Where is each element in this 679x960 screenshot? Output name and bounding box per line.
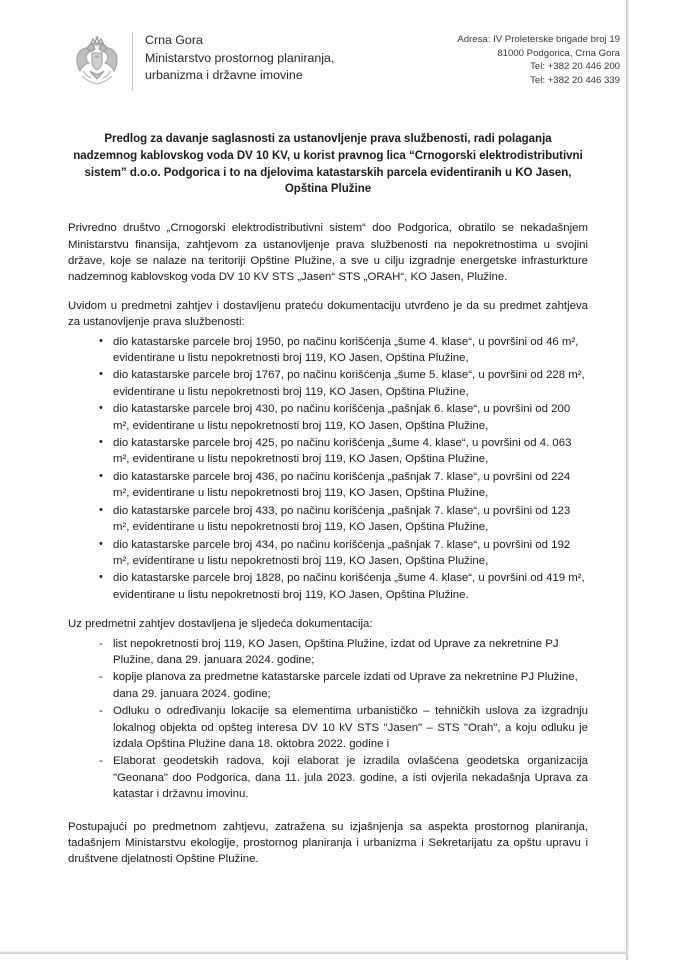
list-item: • dio katastarske parcele broj 1950, po načinu korišćenja „šume 4. klase“, u površini od 46 m², evidentirane u listu nepokretnosti broj 119, KO Jasen, Opština Plužine, (68, 334, 588, 367)
page-title: Predlog za davanje saglasnosti za ustanovljenje prava službenosti, radi polaganja nadzemnog kablovskog voda DV 10 KV, u korist pravnog lica “Crnogorski elektrodistributivni sistem” d.o.o. Podgorica i to na djelovima katastarskih parcela evidentiranih u KO Jasen, Opština Plužine (73, 133, 583, 196)
intro-paragraph: Privredno društvo „Crnogorski elektrodistributivni sistem“ doo Podgorica, obratilo se nekadašnjem Ministarstvu finansija, zahtjevom za ustanovljenje prava službenosti na nepokretnostima u svojini države, koje se nalaze na teritoriji Opštine Plužine, a sve u cilju izgradnje energetske infrasturkture nadzemnog kablovskog voda DV 10 KV STS „Jasen“ STS „ORAH“, KO Jasen, Plužine. (68, 222, 588, 284)
letterhead-divider (132, 32, 133, 90)
parcels-lead-paragraph: Uvidom u predmetni zahtjev i dostavljenu prateću dokumentaciju utvrđeno je da su predmet zahtjeva za ustanovljenje prava službenosti: (68, 299, 588, 329)
list-item: - Odluku o određivanju lokacije sa elementima urbanističko – tehničkih uslova za izgradnju lokalnog objekta od opšteg interesa DV 10 kV STS "Jasen" – STS "Orah", a koju odluku je izdala Opština Plužine dana 18. oktobra 2022. godine i (68, 703, 588, 752)
letterhead (68, 30, 620, 92)
list-item: • dio katastarske parcele broj 433, po načinu korišćenja „pašnjak 7. klase“, u površini od 123 m², evidentirane u listu nepokretnosti broj 119, KO Jasen, Opština Plužine, (68, 503, 588, 536)
parcel-list (68, 334, 588, 604)
closing-paragraph: Postupajući po predmetnom zahtjevu, zatražena su izjašnjenja sa aspekta prostornog planiranja, tadašnjem Ministarstvu ekologije, prostornog planiranja i urbanizma i Sekretarijatu za opštu upravu i društvene djelatnosti Opštine Plužine. (68, 820, 588, 866)
list-item: • dio katastarske parcele broj 430, po načinu korišćenja „pašnjak 6. klase“, u površini od 200 m², evidentirane u listu nepokretnosti broj 119, KO Jasen, Opština Plužine, (68, 401, 588, 434)
list-item: • dio katastarske parcele broj 1767, po načinu korišćenja „šume 5. klase“, u površini od 228 m², evidentirane u listu nepokretnosti broj 119, KO Jasen, Opština Plužine, (68, 367, 588, 400)
document-body (68, 131, 588, 868)
ministry-name-line1: Ministarstvo prostornog planiranja, (145, 50, 335, 65)
country-name: Crna Gora (145, 33, 203, 47)
address-city: 81000 Podgorica, Crna Gora (497, 47, 620, 59)
list-item: - Elaborat geodetskih radova, koji elaborat je izradila ovlašćena geodetska organizacija "Geonana" doo Podgorica, dana 11. jula 2023. godine, a isti ovjerila nekadašnja Uprava za katastar i državnu imovinu. (68, 753, 588, 802)
list-item: • dio katastarske parcele broj 425, po načinu korišćenja „šume 4. klase“, u površini od 4. 063 m², evidentirane u listu nepokretnosti broj 119, KO Jasen, Opština Plužine, (68, 435, 588, 468)
list-item: • dio katastarske parcele broj 434, po načinu korišćenja „pašnjak 7. klase“, u površini od 192 m², evidentirane u listu nepokretnosti broj 119, KO Jasen, Opština Plužine, (68, 537, 588, 570)
documentation-list (68, 636, 588, 803)
address-street: Adresa: IV Proleterske brigade broj 19 (457, 34, 620, 45)
montenegro-coat-of-arms-icon (68, 30, 126, 92)
list-item: - list nepokretnosti broj 119, KO Jasen, Opština Plužine, izdat od Uprave za nekretnine PJ Plužine, dana 29. januara 2024. godine; (68, 636, 588, 669)
ministry-name-line2: urbanizma i državne imovine (145, 68, 303, 82)
list-item: • dio katastarske parcele broj 436, po načinu korišćenja „pašnjak 7. klase“, u površini od 224 m², evidentirane u listu nepokretnosti broj 119, KO Jasen, Opština Plužine, (68, 469, 588, 502)
phone-secondary: Tel: +382 20 446 339 (530, 74, 620, 86)
page-bottom-shadow (0, 951, 627, 954)
list-item: - kopije planova za predmetne katastarske parcele izdati od Uprave za nekretnine PJ Plužine, dana 29. januara 2024. godine; (68, 669, 588, 702)
ministry-identity (145, 30, 334, 85)
contact-details (457, 30, 620, 87)
phone-primary: Tel: +382 20 446 200 (530, 61, 620, 73)
page-outside-area (629, 0, 679, 960)
list-item: • dio katastarske parcele broj 1828, po načinu korišćenja „šume 4. klase“, u površini od 419 m², evidentirane u listu nepokretnosti broj 119, KO Jasen, Opština Plužine. (68, 570, 588, 603)
documentation-lead-paragraph: Uz predmetni zahtjev dostavljena je sljedeća dokumentacija: (68, 618, 373, 631)
